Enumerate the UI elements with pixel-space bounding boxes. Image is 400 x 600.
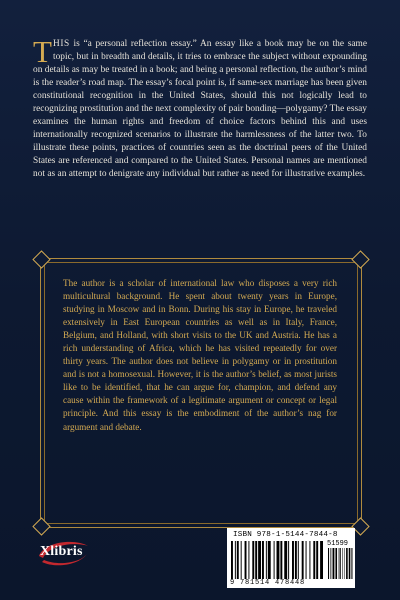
drop-cap: T	[33, 34, 52, 69]
synopsis-body: is “a personal reflection essay.” An essay like a book may be on the same topic, but in breadth and details, it tries to embrace the subject without expounding on details as may be treated in a book; and being a personal reflection, the author’s mind is the reader’s road map. The essay’s focal point is, if same-sex marriage has been given constitutional recognition in the United States, should this not logically lead to recognizing prostitution and the next complexity of pair bonding—polygamy? The essay examines the human rights and freedom of choice factors behind this and uses internationally recognized scenarios to illustrate the harmlessness of the latter two. To illustrate these points, practices of countries seen as the doctrinal peers of the United States are referenced and compared to the United States. Personal names are mentioned not as an attempt to denigrate any individual but rather as need for illustrative examples.	[33, 39, 367, 180]
price-code-label: 51599	[327, 540, 349, 548]
publisher-logo-text: Xlibris	[40, 544, 83, 559]
isbn-label: ISBN 978-1-5144-7844-8	[233, 531, 338, 539]
isbn-barcode	[227, 528, 355, 588]
synopsis-lead: HIS	[52, 39, 70, 49]
ean-barcode-bars	[231, 541, 323, 579]
about-author-text: The author is a scholar of international law who disposes a very rich multicultural background. He spent about twenty years in Europe, studying in Moscow and in Bonn. During his stay in Europe, he traveled extensively in East European countries as well as in Italy, France, Belgium, and Holland, with short visits to the UK and Austria. He has a rich understanding of Africa, which he has visited repeatedly for over thirty years. The author does not believe in polygamy or in prostitution and is not a homosexual. However, it is the author’s belief, as most jurists like to be identified, that he can argue for, champion, and defend any cause within the framework of a legitimate argument or concept or legal principle. And this essay is the embodiment of the author’s nag for argument and debate.	[63, 278, 337, 432]
frame-corner-ornament	[32, 250, 50, 268]
addon-barcode-bars	[328, 548, 353, 579]
synopsis-paragraph	[33, 34, 367, 182]
ean-digits: 9 781514 478448	[230, 579, 306, 587]
frame-corner-ornament	[351, 250, 369, 268]
frame-corner-ornament	[32, 517, 50, 535]
